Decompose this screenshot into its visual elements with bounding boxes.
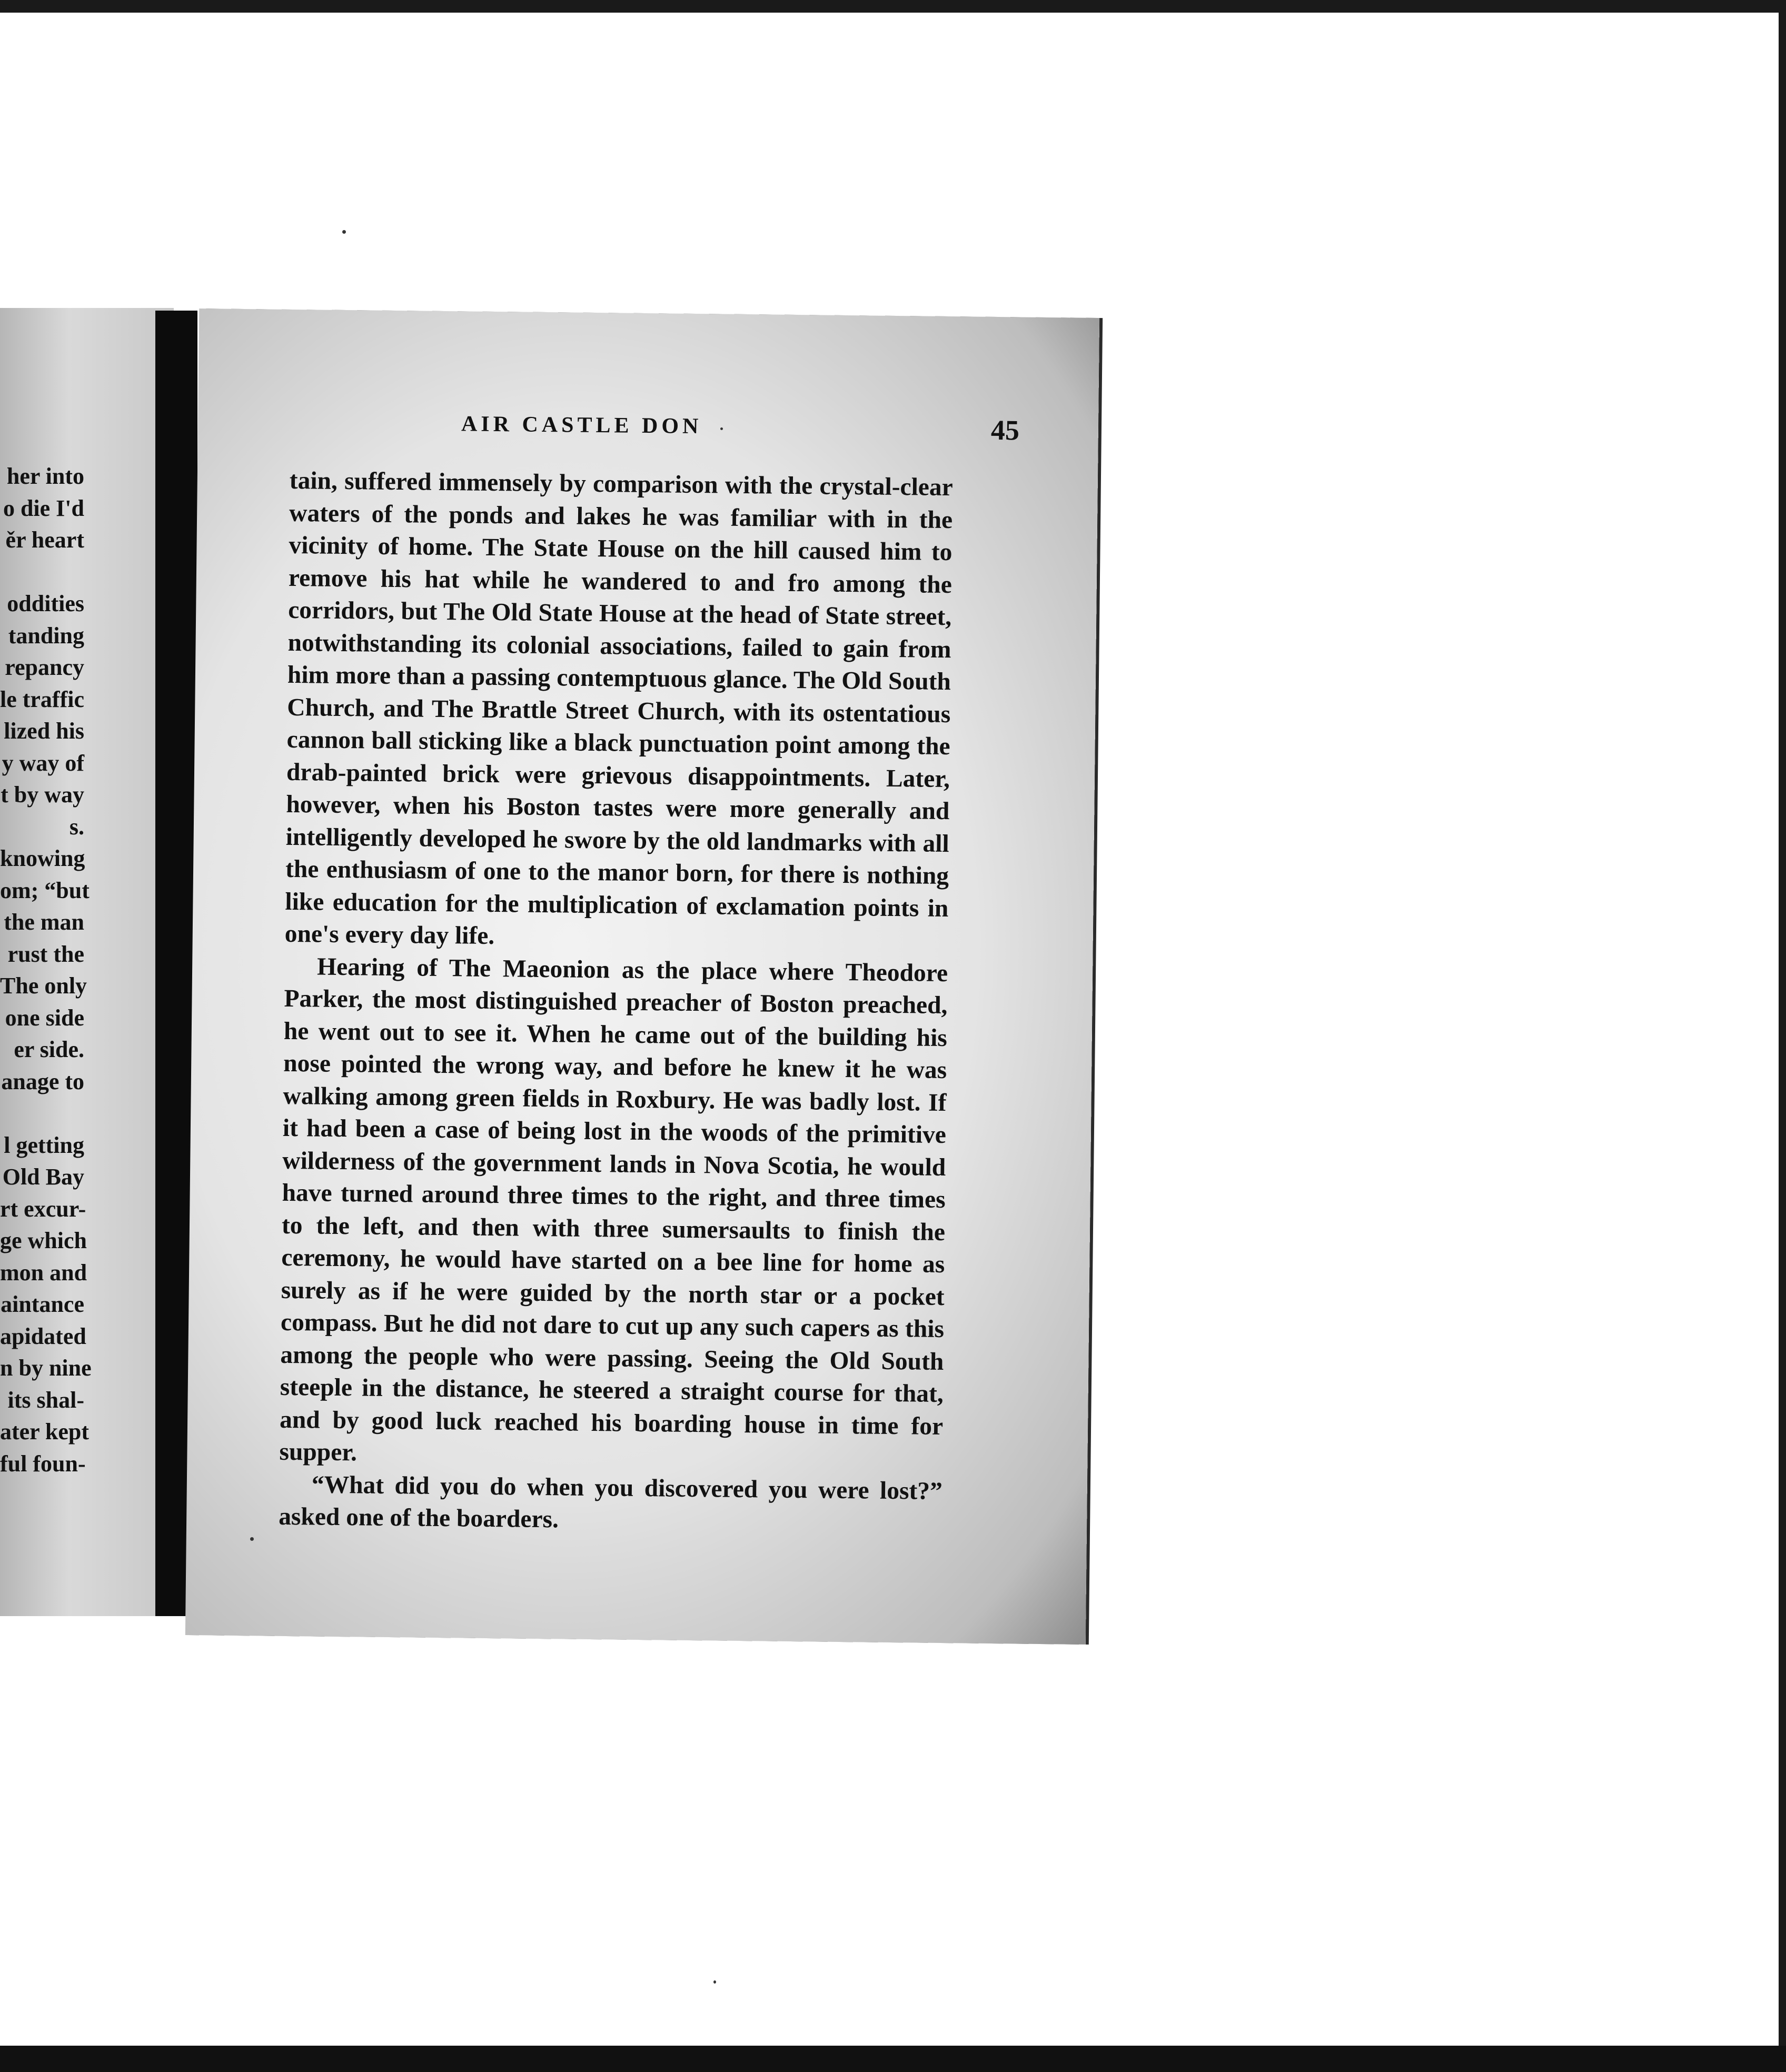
facing-page-line: o die I'd <box>3 495 84 521</box>
facing-page-line: anage to <box>1 1068 84 1094</box>
facing-page-line <box>0 556 174 589</box>
page-body <box>279 465 953 1540</box>
facing-page-line: one side <box>5 1004 84 1031</box>
facing-page-line: rt excur- <box>0 1196 86 1222</box>
facing-page-line: ater kept <box>0 1419 90 1445</box>
facing-page-line: tanding <box>8 622 84 649</box>
paragraph-2: Hearing of The Maeonion as the place where Theodore Parker, the most distinguished preacher of Boston preached, he went out to see it. When he came out of the building his nose pointed the wrong way, and before he knew it he was walking among green fields in Roxbury. He was badly lost. If it had been a case of being lost in the woods of the primitive wilderness of the government lands in Nova Scotia, he would have turned around three times to the right, and three times to the left, and then with three sumersaults to finish the ceremony, he would have started on a bee line for home as surely as if he were guided by the north star or a pocket compass. But he did not dare to cut up any such capers as this among the people who were passing. Seeing the Old South steeple in the distance, he steered a straight course for that, and by good luck reached his boarding house in time for supper. <box>279 953 948 1467</box>
running-title: AIR CASTLE DON <box>461 412 702 439</box>
facing-page-line: apidated <box>0 1323 86 1349</box>
scan-top-border <box>0 0 1786 13</box>
facing-page-text <box>0 461 174 1480</box>
page-number: 45 <box>990 414 1020 446</box>
facing-page-line: Old Bay <box>2 1164 84 1190</box>
scan-speck <box>342 230 346 234</box>
facing-page-line: y way of <box>2 750 84 776</box>
facing-page-line: the man <box>4 909 84 935</box>
facing-page-left <box>0 308 174 1616</box>
facing-page-line: its shal- <box>7 1387 84 1413</box>
scan-speck <box>713 1980 716 1984</box>
facing-page-line: er side. <box>14 1037 84 1062</box>
facing-page-line: repancy <box>5 654 84 680</box>
facing-page-line: oddities <box>7 591 84 616</box>
scan-bottom-border <box>0 2046 1786 2072</box>
facing-page-line: le traffic <box>0 686 84 712</box>
facing-page-line: knowing <box>0 845 85 871</box>
facing-page-line: n by nine <box>0 1355 92 1381</box>
facing-page-line: l getting <box>4 1132 84 1158</box>
facing-page-line: ful foun- <box>0 1450 86 1477</box>
facing-page-line: t by way <box>1 782 84 808</box>
facing-page-line: rust the <box>7 941 84 967</box>
book-page <box>185 308 1099 1645</box>
facing-page-line: s. <box>69 813 84 840</box>
paragraph-3: “What did you do when you discovered you were lost?” asked one of the boarders. <box>278 1470 943 1533</box>
facing-page-line: ěr heart <box>5 527 84 553</box>
facing-page-line: aintance <box>1 1291 84 1317</box>
facing-page-line: mon and <box>0 1259 87 1286</box>
facing-page-line: The only <box>0 973 87 999</box>
facing-page-line: om; “but <box>0 877 90 903</box>
facing-page-line: lized his <box>4 718 84 744</box>
facing-page-line <box>0 1098 174 1130</box>
page-header <box>324 410 1020 454</box>
scan-right-border <box>1779 0 1786 2072</box>
scan-speck <box>250 1537 254 1541</box>
scan-speck <box>720 427 723 430</box>
facing-page-line: ge which <box>0 1228 87 1253</box>
paragraph-1: tain, suffered immensely by comparison with the crystal-clear waters of the ponds and lakes he was familiar with in the vicinity of home. The State House on the hill caused him to remove his hat while he wandered to and fro among the corridors, but The Old State House at the head of State street, notwithstanding its colonial associations, failed to gain from him more than a passing contemptuous glance. The Old South Church, and The Brattle Street Church, with its ostentatious cannon ball sticking like a black punctuation point among the drab-painted brick were grievous disappointments. Later, however, when his Boston tastes were more generally and intelligently developed he swore by the old landmarks with all the enthusiasm of one to the manor born, for there is nothing like education for the multiplication of exclamation points in one's every day life. <box>284 466 954 950</box>
facing-page-line: her into <box>6 463 84 489</box>
